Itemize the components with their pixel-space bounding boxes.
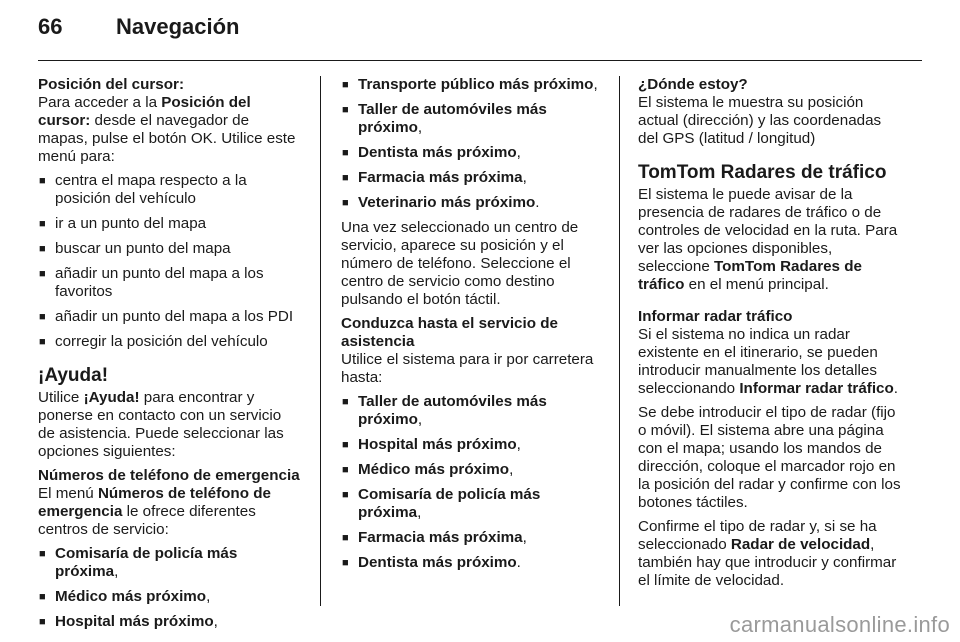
list-item	[341, 486, 604, 522]
list-item	[341, 101, 604, 137]
inform-paragraph	[638, 326, 902, 398]
list-item-label: Comisaría de policía más próxima	[358, 486, 541, 521]
list-item-end: ,	[417, 411, 423, 428]
list-item-end: ,	[522, 169, 527, 186]
page-title: Navegación	[116, 14, 240, 39]
list-item-label: Farmacia más próxima	[358, 169, 523, 186]
cursor-paragraph	[38, 94, 300, 166]
cursor-text-rest: desde el navegador de mapas, pulse el botón OK. Utilice este menú para:	[38, 112, 296, 165]
cursor-heading: Posición del cursor:	[38, 76, 185, 93]
list-item-end: ,	[213, 613, 218, 630]
service-paragraph: Una vez seleccionado un centro de servicio, aparece su posición y el número de teléfono. Seleccione el centro de servicio como destino pulsando el botón táctil.	[341, 219, 579, 308]
list-item-end: ,	[417, 119, 423, 136]
column-2	[341, 76, 604, 579]
list-item-label: Hospital más próximo	[55, 613, 214, 630]
list-item: ■ centra el mapa respecto a la posición del vehículo	[38, 172, 300, 208]
header-rule	[38, 60, 922, 61]
list-item: ■ corregir la posición del vehículo	[38, 333, 300, 351]
help-bold: ¡Ayuda!	[83, 389, 140, 406]
list-item: ■ buscar un punto del mapa	[38, 240, 300, 258]
inform3-text-rest: , también hay que introducir y confirmar el límite de velocidad.	[638, 536, 897, 589]
drive-paragraph: Utilice el sistema para ir por carretera hasta:	[341, 351, 594, 386]
emergency-bold: Números de teléfono de emergencia	[38, 485, 271, 520]
inform-heading: Informar radar tráfico	[638, 308, 793, 325]
page-header	[38, 14, 240, 54]
list-item-label: Veterinario más próximo	[358, 194, 536, 211]
radar-heading: TomTom Radares de tráfico	[638, 162, 887, 183]
column-divider-2	[619, 76, 620, 606]
cursor-text: Para acceder a la	[38, 94, 162, 111]
list-item-end: ,	[417, 504, 422, 521]
list-item-end: ,	[593, 76, 598, 93]
watermark: carmanualsonline.info	[729, 612, 950, 637]
inform-paragraph-3	[638, 518, 902, 590]
list-item-label: Transporte público más próximo	[358, 76, 594, 93]
radar-bold: TomTom Radares de tráfico	[638, 258, 862, 293]
list-item	[38, 588, 300, 606]
list-item-label: Dentista más próximo	[358, 554, 517, 571]
list-item	[38, 613, 300, 631]
column-divider-1	[320, 76, 321, 606]
help-text: Utilice	[38, 389, 84, 406]
list-item	[341, 554, 604, 572]
emergency-paragraph	[38, 485, 300, 539]
list-item-label: Farmacia más próxima	[358, 529, 523, 546]
help-paragraph	[38, 389, 300, 461]
list-item-label: Taller de automóviles más próximo	[358, 101, 547, 136]
page-number: 66	[38, 14, 63, 39]
radar-text: El sistema le puede avisar de la presencia de radares de tráfico o de controles de velocidad en la ruta. Para ver las opciones disponibles, seleccione	[638, 186, 898, 275]
list-item-label: Dentista más próximo	[358, 144, 517, 161]
emergency-list	[38, 545, 300, 631]
inform3-text: Confirme el tipo de radar y, si se ha seleccionado	[638, 518, 877, 553]
inform-paragraph-2: Se debe introducir el tipo de radar (fijo o móvil). El sistema abre una página con el mapa; usando los mandos de dirección, coloque el marcador rojo en la posición del radar y confirme con los botones táctiles.	[638, 404, 901, 511]
list-item: ■ ir a un punto del mapa	[38, 215, 300, 233]
list-item-end: .	[535, 194, 540, 211]
list-item-end: ,	[206, 588, 211, 605]
spacer	[638, 300, 902, 308]
emergency-list-continued	[341, 76, 604, 212]
list-item	[341, 144, 604, 162]
list-item	[341, 436, 604, 454]
list-item	[341, 76, 604, 94]
list-item-label: Hospital más próximo	[358, 436, 517, 453]
help-heading: ¡Ayuda!	[38, 365, 109, 386]
list-item-label: Médico más próximo	[358, 461, 510, 478]
list-item	[341, 529, 604, 547]
emergency-heading: Números de teléfono de emergencia	[38, 467, 300, 484]
list-item-end: .	[516, 554, 521, 571]
inform-text: Si el sistema no indica un radar existente en el itinerario, se pueden introducir manualmente los detalles seleccionando	[638, 326, 878, 397]
drive-heading: Conduzca hasta el servicio de asistencia	[341, 315, 558, 350]
list-item-label: Taller de automóviles más próximo	[358, 393, 547, 428]
list-item	[38, 545, 300, 581]
list-item-end: ,	[516, 144, 521, 161]
list-item-end: ,	[114, 563, 119, 580]
column-3	[638, 76, 902, 596]
list-item	[341, 169, 604, 187]
list-item	[341, 461, 604, 479]
emergency-text: El menú	[38, 485, 98, 502]
list-item-end: ,	[509, 461, 514, 478]
list-item-label: Comisaría de policía más próxima	[55, 545, 238, 580]
column-1	[38, 76, 300, 638]
emergency-text-rest: le ofrece diferentes centros de servicio:	[38, 503, 256, 538]
cursor-bold: Posición del cursor:	[38, 94, 251, 129]
list-item	[341, 194, 604, 212]
list-item: ■ añadir un punto del mapa a los favoritos	[38, 265, 300, 301]
where-heading: ¿Dónde estoy?	[638, 76, 748, 93]
list-item: ■ añadir un punto del mapa a los PDI	[38, 308, 300, 326]
drive-list	[341, 393, 604, 572]
list-item	[341, 393, 604, 429]
inform-bold: Informar radar tráfico	[739, 380, 894, 397]
help-text-rest: para encontrar y ponerse en contacto con un servicio de asistencia. Puede seleccionar las opciones siguientes:	[38, 389, 284, 460]
where-paragraph: El sistema le muestra su posición actual (dirección) y las coordenadas del GPS (latitud / longitud)	[638, 94, 882, 147]
list-item-end: ,	[522, 529, 527, 546]
list-item-end: ,	[516, 436, 521, 453]
cursor-list	[38, 172, 300, 351]
radar-paragraph	[638, 186, 902, 294]
inform3-bold: Radar de velocidad	[730, 536, 871, 553]
list-item-label: Médico más próximo	[55, 588, 207, 605]
radar-text-rest: en el menú principal.	[684, 276, 829, 293]
inform-text-rest: .	[893, 380, 899, 397]
